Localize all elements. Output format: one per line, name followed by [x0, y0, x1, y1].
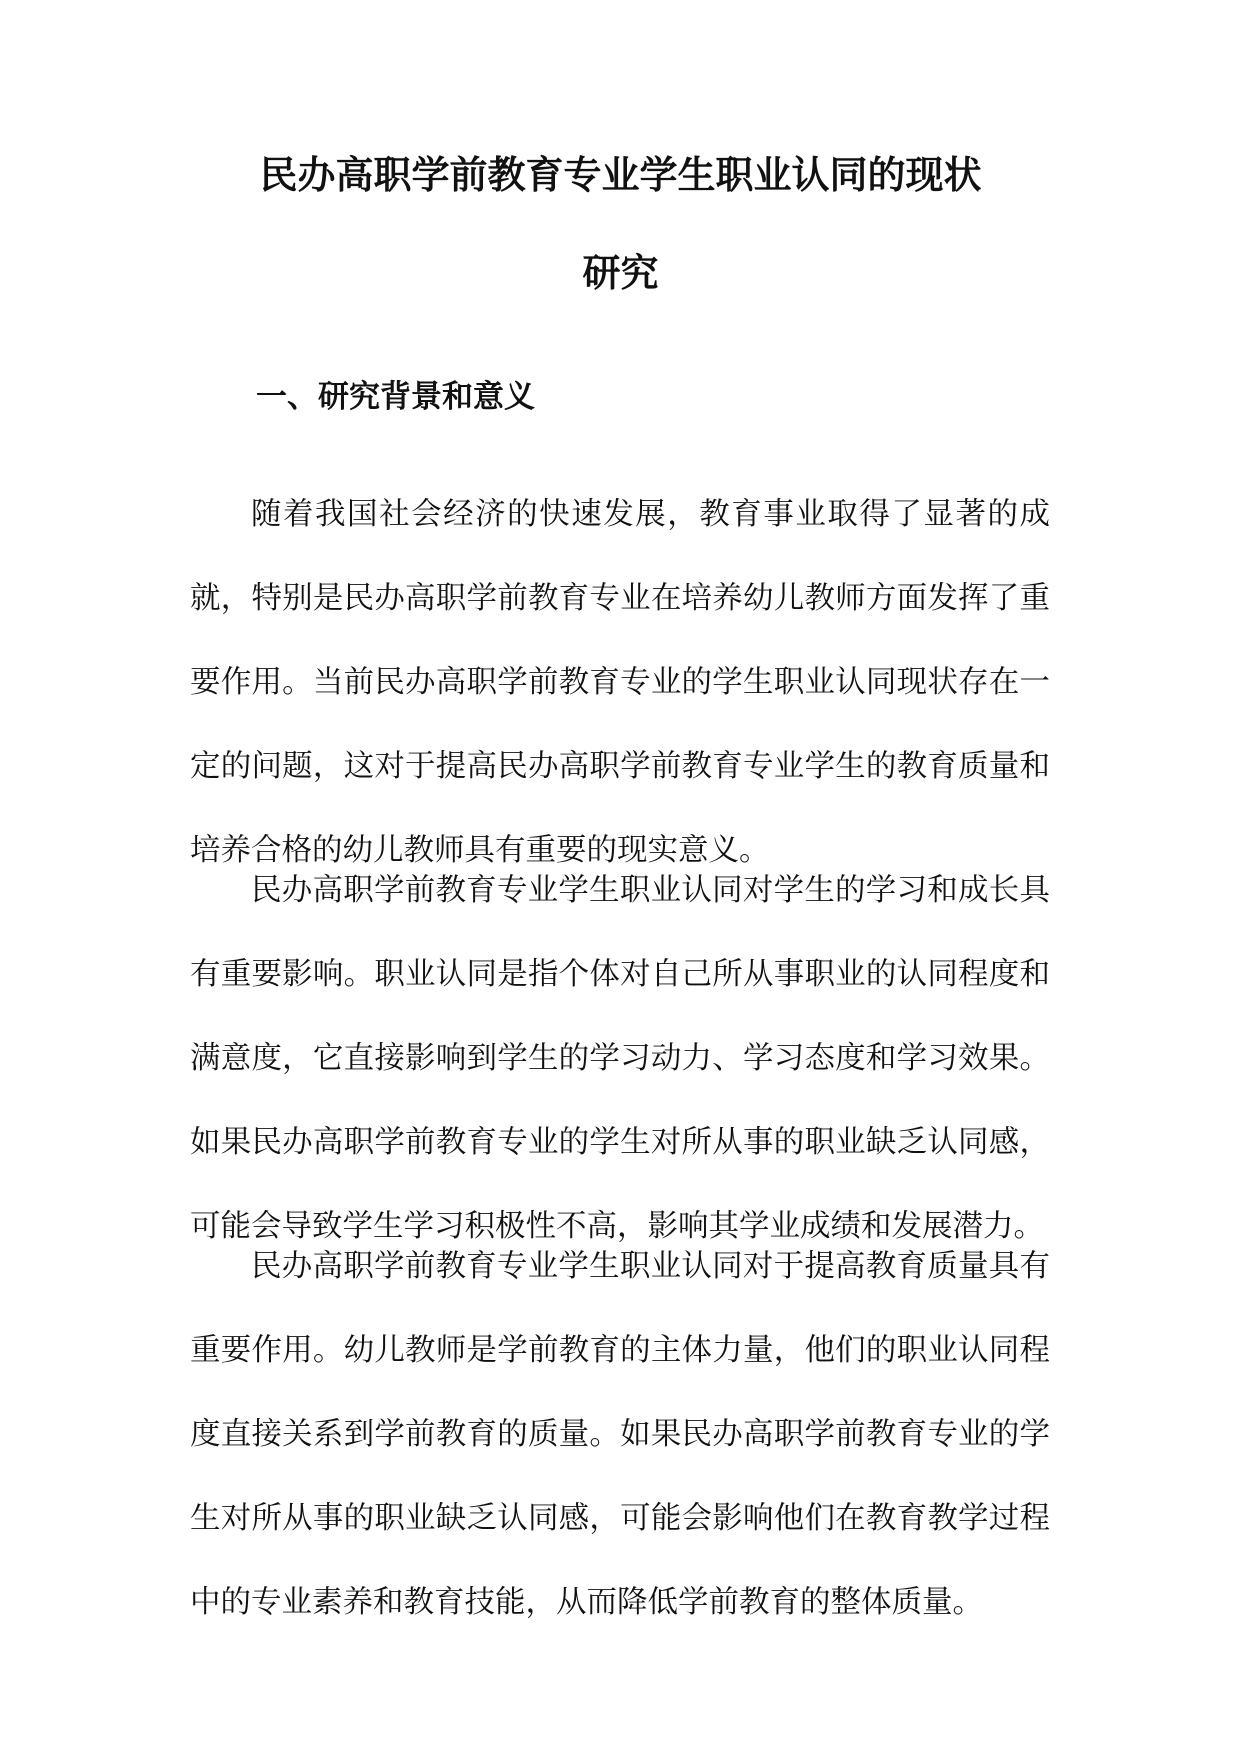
paragraph-1: 随着我国社会经济的快速发展，教育事业取得了显著的成就，特别是民办高职学前教育专业在培养幼儿教师方面发挥了重要作用。当前民办高职学前教育专业的学生职业认同现状存在一定的问题，这对于提高民办高职学前教育专业学生的教育质量和培养合格的幼儿教师具有重要的现实意义。	[190, 496, 1050, 868]
document-title-line-1: 民办高职学前教育专业学生职业认同的现状	[259, 153, 982, 197]
paragraph-2: 民办高职学前教育专业学生职业认同对学生的学习和成长具有重要影响。职业认同是指个体对自己所从事职业的认同程度和满意度，它直接影响到学生的学习动力、学习态度和学习效果。如果民办高职学前教育专业的学生对所从事的职业缺乏认同感，可能会导致学生学习积极性不高，影响其学业成绩和发展潜力。	[190, 872, 1050, 1244]
section-heading: 一、研究背景和意义	[256, 379, 535, 415]
document-title-line-2: 研究	[582, 251, 659, 295]
paragraph-3: 民办高职学前教育专业学生职业认同对于提高教育质量具有重要作用。幼儿教师是学前教育的主体力量，他们的职业认同程度直接关系到学前教育的质量。如果民办高职学前教育专业的学生对所从事的职业缺乏认同感，可能会影响他们在教育教学过程中的专业素养和教育技能，从而降低学前教育的整体质量。	[190, 1248, 1050, 1620]
